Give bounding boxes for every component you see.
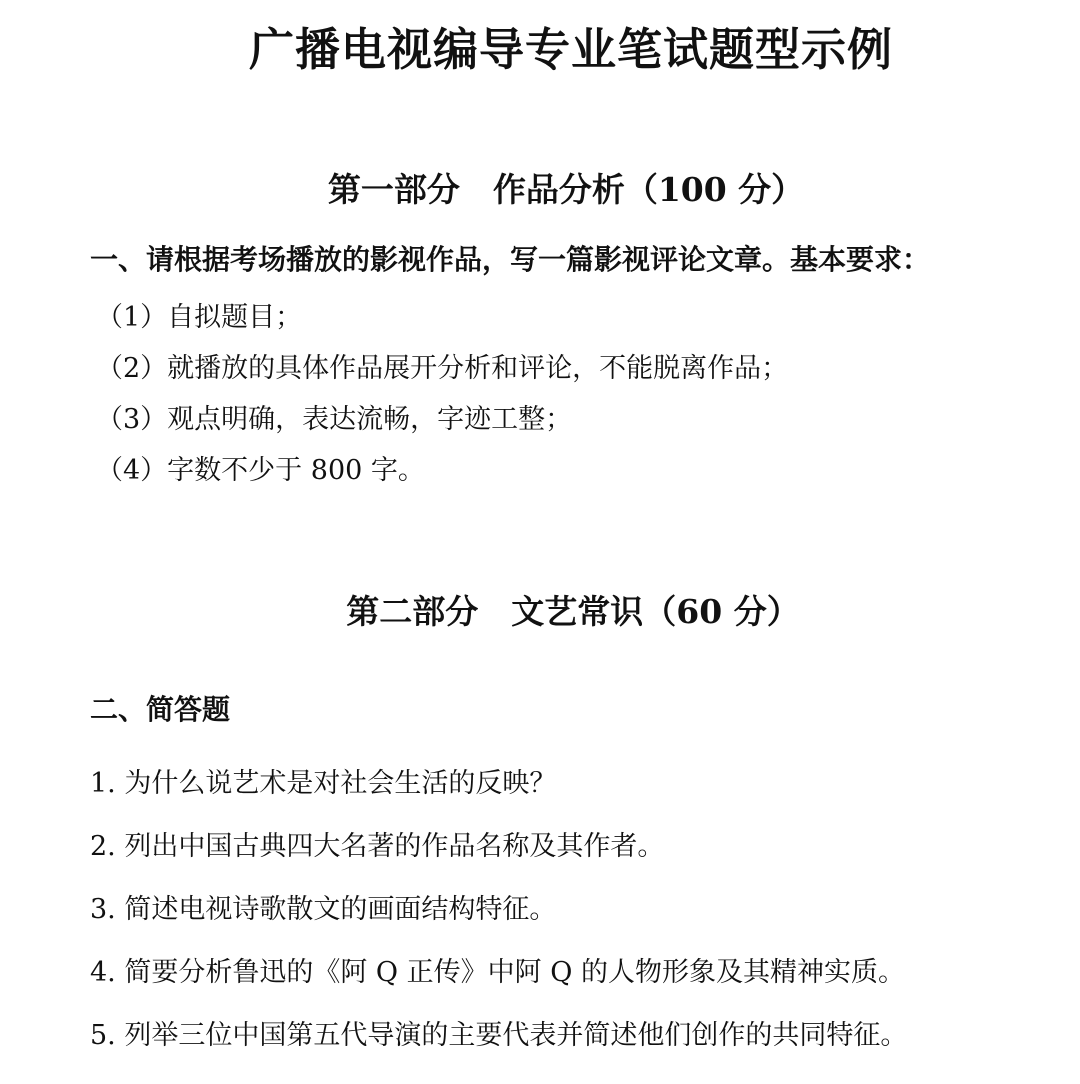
short-answer-item: 1. 为什么说艺术是对社会生活的反映？	[90, 768, 557, 799]
part1-heading: 第一部分 作品分析（100 分）	[327, 170, 805, 209]
part1-question-heading: 一、请根据考场播放的影视作品，写一篇影视评论文章。基本要求：	[90, 243, 931, 276]
short-answer-list	[90, 752, 907, 1067]
part2-heading: 第二部分 文艺常识（60 分）	[346, 592, 800, 631]
requirement-item: （2）就播放的具体作品展开分析和评论，不能脱离作品；	[96, 353, 789, 384]
document-title: 广播电视编导专业笔试题型示例	[248, 23, 893, 76]
requirement-item: （4）字数不少于 800 字。	[96, 455, 425, 486]
requirements-list	[96, 292, 788, 496]
short-answer-item: 4. 简要分析鲁迅的《阿 Q 正传》中阿 Q 的人物形象及其精神实质。	[90, 957, 905, 988]
short-answer-item: 5. 列举三位中国第五代导演的主要代表并简述他们创作的共同特征。	[90, 1020, 908, 1051]
short-answer-item: 2. 列出中国古典四大名著的作品名称及其作者。	[90, 831, 665, 862]
requirement-item: （3）观点明确，表达流畅，字迹工整；	[96, 404, 573, 435]
part2-question-heading: 二、简答题	[90, 693, 231, 726]
short-answer-item: 3. 简述电视诗歌散文的画面结构特征。	[90, 894, 557, 925]
requirement-item: （1）自拟题目；	[96, 302, 303, 333]
